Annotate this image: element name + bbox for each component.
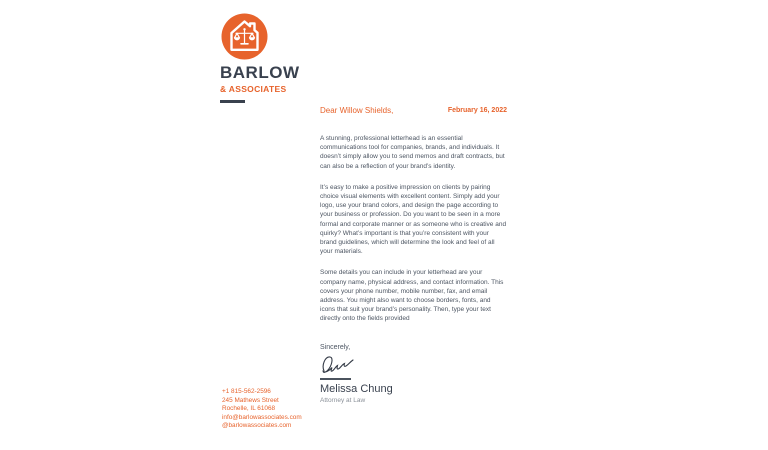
contact-address-line2: Rochelle, IL 61068	[222, 405, 276, 413]
signature-title: Attorney at Law	[320, 396, 366, 404]
contact-block	[222, 388, 302, 431]
letter-paragraph: It’s easy to make a positive impression on clients by pairing choice visual elements with excellent content. Simply add your logo, use your brand colors, and design the page according to your business or profession. Do you want to be seen in a more formal and corporate manner or as someone who is creative and quirky? What’s important is that you’re consistent with your brand guidelines, which will determine the look and feel of all your materials.	[320, 183, 507, 256]
closing-text: Sincerely,	[320, 343, 351, 351]
brand-name: BARLOW	[220, 63, 300, 82]
brand-divider	[220, 100, 245, 103]
contact-email: info@barlowassociates.com	[222, 413, 302, 421]
letter-body	[320, 106, 507, 404]
brand-block	[220, 13, 299, 103]
letter-paragraph: A stunning, professional letterhead is an essential communications tool for companies, brands, and individuals. It doesn’t simply allow you to send memos and draft contracts, but can also be a reflection of your brand’s identity.	[320, 135, 505, 170]
signature-underline	[320, 378, 351, 380]
handwritten-signature	[320, 353, 356, 377]
letter-date: February 16, 2022	[447, 107, 507, 114]
contact-address-line1: 245 Mathews Street	[222, 396, 279, 404]
letter-paragraph: Some details you can include in your letterhead are your company name, physical address, and contact information. This covers your phone number, mobile number, fax, and email address. You might also want to choose borders, fonts, and icons that suit your brand’s personality. Then, type your text directly onto the fields provided	[320, 269, 504, 323]
signature-name: Melissa Chung	[320, 382, 393, 395]
house-with-scales-of-justice-icon	[221, 13, 268, 60]
contact-phone: +1 815-562-2596	[222, 388, 271, 395]
letter-header-row	[320, 106, 507, 115]
greeting-text: Dear Willow Shields,	[320, 106, 394, 115]
brand-tagline: & ASSOCIATES	[220, 84, 287, 94]
contact-website: @barlowassociates.com	[222, 422, 292, 430]
